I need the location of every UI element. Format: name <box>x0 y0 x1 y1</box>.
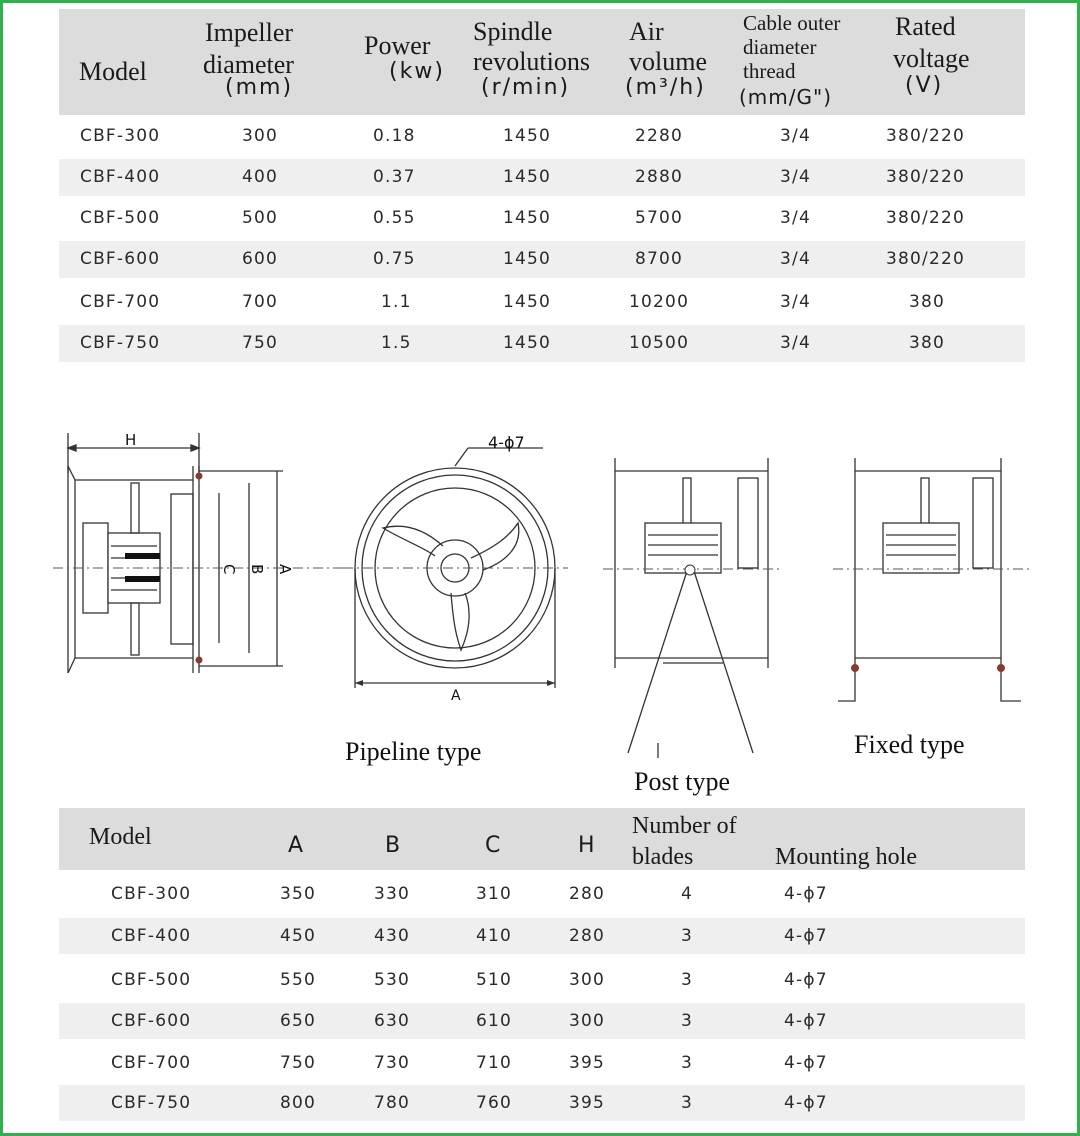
spec-table-header <box>59 9 1025 115</box>
cell-b: 630 <box>374 1011 411 1031</box>
cell-blades: 3 <box>681 1053 694 1073</box>
caption-fixed-type: Fixed type <box>854 730 965 759</box>
cell-power: 0.18 <box>373 126 416 146</box>
header-model: Model <box>79 57 147 86</box>
cell-b: 730 <box>374 1053 411 1073</box>
cell-thread: 3/4 <box>780 292 811 312</box>
cell-model: CBF-600 <box>111 1011 192 1031</box>
dim-row <box>59 918 1025 954</box>
header-cable-line3: thread <box>743 59 796 83</box>
cell-impeller: 600 <box>242 249 279 269</box>
cell-rpm: 1450 <box>503 249 552 269</box>
dim-label-a: A <box>276 564 294 575</box>
cell-hole: 4-ϕ7 <box>784 1011 828 1031</box>
cell-model: CBF-700 <box>80 292 161 312</box>
cell-rpm: 1450 <box>503 126 552 146</box>
dim-header-blades-line2: blades <box>632 844 694 870</box>
spec-row <box>59 325 1025 362</box>
cell-rpm: 1450 <box>503 292 552 312</box>
cell-power: 0.75 <box>373 249 416 269</box>
header-voltage-unit: (V) <box>905 73 944 98</box>
cell-blades: 3 <box>681 970 694 990</box>
cell-a: 800 <box>280 1093 317 1113</box>
header-air-line2: volume <box>629 47 707 76</box>
header-cable-unit: (mm/G") <box>739 85 833 109</box>
cell-model: CBF-750 <box>111 1093 192 1113</box>
cell-hole: 4-ϕ7 <box>784 1053 828 1073</box>
dim-header-a: A <box>288 833 304 858</box>
cell-h: 280 <box>569 926 606 946</box>
header-impeller-line2: diameter <box>203 50 294 79</box>
cell-h: 300 <box>569 970 606 990</box>
cell-voltage: 380/220 <box>886 126 966 146</box>
cell-c: 510 <box>476 970 513 990</box>
cell-impeller: 750 <box>242 333 279 353</box>
cell-voltage: 380/220 <box>886 249 966 269</box>
caption-post-type: Post type <box>634 767 731 796</box>
cell-rpm: 1450 <box>503 208 552 228</box>
cell-air: 2280 <box>635 126 684 146</box>
cell-power: 1.1 <box>381 292 412 312</box>
header-cable-line2: diameter <box>743 35 817 59</box>
dim-label-h: H <box>125 431 137 449</box>
side-view-drawing <box>53 428 353 688</box>
cell-voltage: 380/220 <box>886 167 966 187</box>
header-cable-line1: Cable outer <box>743 11 841 35</box>
header-power-unit: (kw) <box>389 59 445 84</box>
cell-blades: 3 <box>681 1093 694 1113</box>
dim-header-model: Model <box>89 824 152 850</box>
dim-header-blades-line1: Number of <box>632 813 737 839</box>
cell-impeller: 400 <box>242 167 279 187</box>
front-dim-a: A <box>451 688 461 704</box>
cell-model: CBF-400 <box>111 926 192 946</box>
cell-model: CBF-300 <box>111 884 192 904</box>
cell-c: 310 <box>476 884 513 904</box>
cell-b: 430 <box>374 926 411 946</box>
spec-row <box>59 159 1025 196</box>
front-view-drawing <box>343 428 573 708</box>
cell-h: 395 <box>569 1053 606 1073</box>
cell-h: 300 <box>569 1011 606 1031</box>
dim-header-mounting-hole: Mounting hole <box>775 844 917 870</box>
cell-b: 780 <box>374 1093 411 1113</box>
header-air-unit: (m³/h) <box>625 75 706 100</box>
cell-impeller: 300 <box>242 126 279 146</box>
dim-header-h: H <box>578 833 595 858</box>
cell-a: 650 <box>280 1011 317 1031</box>
cell-voltage: 380/220 <box>886 208 966 228</box>
cell-model: CBF-600 <box>80 249 161 269</box>
cell-air: 5700 <box>635 208 684 228</box>
cell-blades: 4 <box>681 884 694 904</box>
header-power: Power <box>364 31 431 60</box>
spec-row <box>59 284 1025 321</box>
cell-rpm: 1450 <box>503 333 552 353</box>
cell-blades: 3 <box>681 1011 694 1031</box>
caption-pipeline-type: Pipeline type <box>345 737 482 766</box>
header-spindle-line1: Spindle <box>473 17 553 46</box>
cell-model: CBF-750 <box>80 333 161 353</box>
cell-rpm: 1450 <box>503 167 552 187</box>
spec-row <box>59 241 1025 278</box>
cell-h: 280 <box>569 884 606 904</box>
cell-model: CBF-500 <box>80 208 161 228</box>
cell-air: 10500 <box>629 333 690 353</box>
cell-power: 0.55 <box>373 208 416 228</box>
cell-a: 750 <box>280 1053 317 1073</box>
header-voltage-line2: voltage <box>893 44 970 73</box>
cell-blades: 3 <box>681 926 694 946</box>
header-air-line1: Air <box>629 17 664 46</box>
dim-label-c: C <box>220 564 238 575</box>
cell-thread: 3/4 <box>780 167 811 187</box>
cell-hole: 4-ϕ7 <box>784 1093 828 1113</box>
dim-row <box>59 1003 1025 1039</box>
cell-thread: 3/4 <box>780 333 811 353</box>
dim-row <box>59 1045 1025 1081</box>
cell-c: 610 <box>476 1011 513 1031</box>
cell-air: 8700 <box>635 249 684 269</box>
dim-row <box>59 962 1025 998</box>
spec-row <box>59 200 1025 237</box>
cell-model: CBF-700 <box>111 1053 192 1073</box>
post-type-drawing <box>603 453 783 763</box>
dim-row <box>59 876 1025 912</box>
header-impeller-line1: Impeller <box>205 18 294 47</box>
cell-air: 2880 <box>635 167 684 187</box>
header-voltage-line1: Rated <box>895 12 956 41</box>
cell-thread: 3/4 <box>780 249 811 269</box>
header-spindle-unit: (r/min) <box>481 75 571 100</box>
cell-power: 1.5 <box>381 333 412 353</box>
cell-power: 0.37 <box>373 167 416 187</box>
header-spindle-line2: revolutions <box>473 47 590 76</box>
cell-impeller: 500 <box>242 208 279 228</box>
cell-thread: 3/4 <box>780 208 811 228</box>
cell-hole: 4-ϕ7 <box>784 970 828 990</box>
cell-model: CBF-500 <box>111 970 192 990</box>
dim-header-b: B <box>385 833 401 858</box>
fixed-type-drawing <box>833 453 1033 713</box>
cell-c: 760 <box>476 1093 513 1113</box>
cell-c: 710 <box>476 1053 513 1073</box>
cell-hole: 4-ϕ7 <box>784 884 828 904</box>
cell-b: 330 <box>374 884 411 904</box>
cell-c: 410 <box>476 926 513 946</box>
cell-a: 450 <box>280 926 317 946</box>
cell-voltage: 380 <box>909 292 946 312</box>
dim-table-header <box>59 808 1025 870</box>
dim-header-c: C <box>485 833 501 858</box>
hole-label: 4-ϕ7 <box>488 433 525 452</box>
cell-voltage: 380 <box>909 333 946 353</box>
cell-hole: 4-ϕ7 <box>784 926 828 946</box>
header-impeller-unit: (mm) <box>225 75 294 100</box>
spec-row <box>59 118 1025 155</box>
cell-thread: 3/4 <box>780 126 811 146</box>
cell-b: 530 <box>374 970 411 990</box>
cell-model: CBF-400 <box>80 167 161 187</box>
cell-a: 550 <box>280 970 317 990</box>
cell-h: 395 <box>569 1093 606 1113</box>
cell-air: 10200 <box>629 292 690 312</box>
dim-label-b: B <box>248 564 266 575</box>
cell-impeller: 700 <box>242 292 279 312</box>
cell-a: 350 <box>280 884 317 904</box>
cell-model: CBF-300 <box>80 126 161 146</box>
dim-row <box>59 1085 1025 1121</box>
